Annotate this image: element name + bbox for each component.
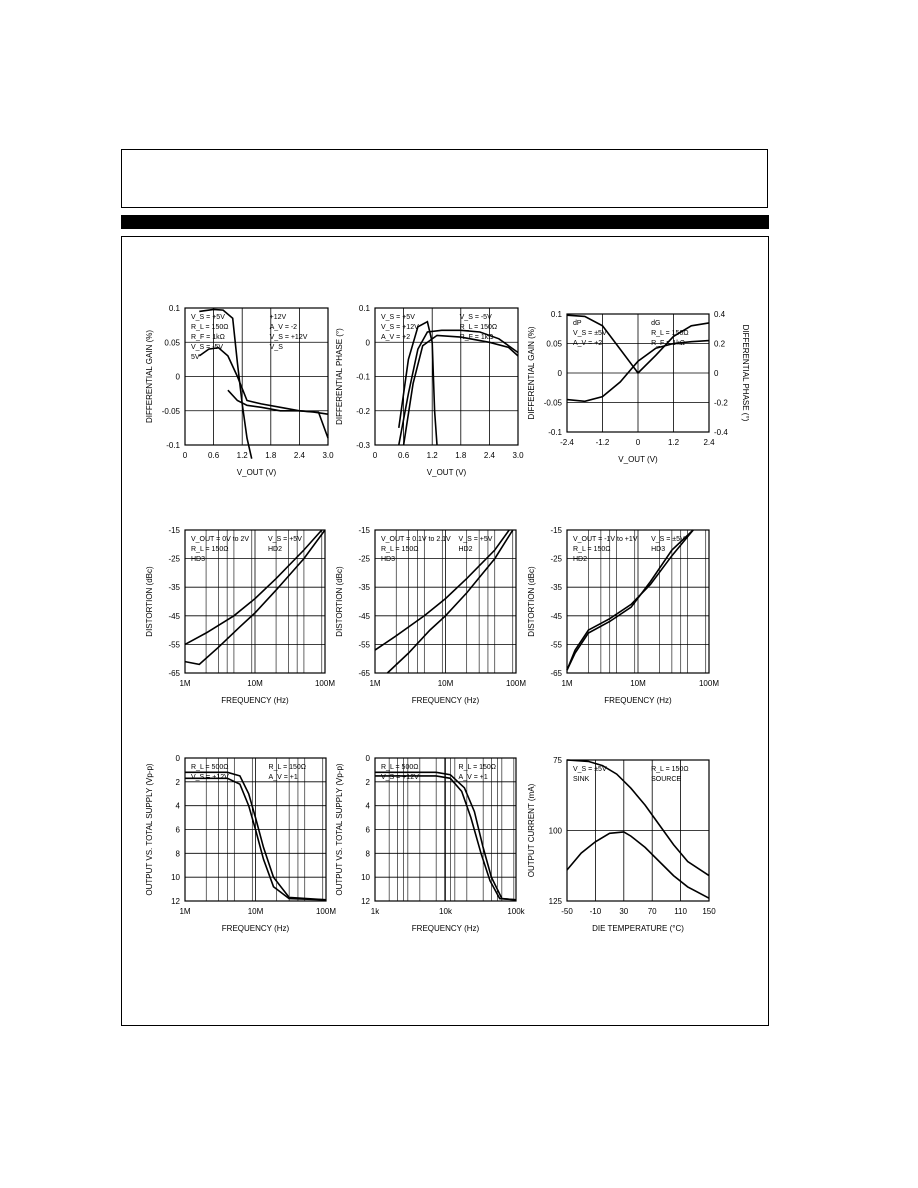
series-line-1 [199,309,251,458]
x-axis-label: FREQUENCY (Hz) [411,696,480,705]
x-tick-label: 10M [437,679,454,688]
x-tick-label: 3.0 [512,451,524,460]
annotation: R_L = 150Ω [191,324,229,331]
x-tick-label: 0 [372,451,378,460]
annotation: V_S = ±5V [573,766,607,773]
y-axis-label: OUTPUT VS. TOTAL SUPPLY (Vp-p) [145,763,154,896]
chart-2 [335,304,524,477]
y-tick-label: 0.1 [358,304,370,313]
chart-1 [145,304,334,477]
annotation: HD2 [573,556,588,563]
annotation: R_L = 500Ω [381,764,419,771]
x-axis-label: FREQUENCY (Hz) [221,924,290,933]
y-tick-label: 0.1 [168,304,180,313]
y-tick-label: -15 [358,526,370,535]
y-tick-label: 10 [171,873,180,883]
y-right-tick-label: -0.4 [714,428,728,437]
annotation: V_S = +12V [381,324,419,331]
y-tick-label: -45 [168,611,180,621]
y-tick-label: 4 [175,801,180,811]
x-tick-label: -2.4 [560,438,574,447]
chart-4 [145,526,335,705]
series-line-2 [399,330,518,445]
x-tick-label: 100M [315,907,337,916]
x-tick-label: 2.4 [703,438,715,447]
x-tick-label: 1.2 [236,451,248,460]
y-tick-label: -45 [550,611,562,621]
y-tick-label: -45 [358,611,370,621]
y-tick-label: 2 [365,777,370,787]
y-tick-label: 0 [557,369,562,378]
y-tick-label: 10 [361,873,370,883]
annotation: V_OUT = -1V to +1V [573,536,638,543]
annotation: 5V [191,354,200,361]
y-axis-label: OUTPUT CURRENT (mA) [527,783,536,878]
x-tick-label: 1M [179,679,191,688]
series-line-2 [567,832,709,898]
annotation: R_F = 1kΩ [191,334,225,341]
y-tick-label: 2 [175,777,180,787]
annotation: R_L = 150Ω [459,324,498,331]
series-line-2 [199,348,328,415]
annotation: A_V = -2 [269,324,298,331]
x-tick-label: 1.8 [455,451,467,460]
x-tick-label: 10M [630,679,646,688]
y-tick-label: -35 [550,583,562,593]
annotation: R_L = 150Ω [268,764,307,771]
y-right-axis-label: DIFFERENTIAL PHASE (°) [741,324,750,422]
annotation: V_S = ±5V [651,536,685,543]
y-tick-label: -0.2 [356,406,370,416]
y-tick-label: 6 [365,825,370,835]
annotation: V_S = +12V [269,334,308,341]
x-tick-label: 30 [619,907,629,916]
annotation: V_S = +5V [191,314,225,321]
y-tick-label: 125 [548,897,562,906]
x-tick-label: 10k [439,907,452,916]
x-tick-label: -1.2 [595,438,610,447]
x-tick-label: -10 [589,907,602,916]
annotation: V_S = +5V [381,314,415,321]
x-tick-label: 1.2 [426,451,438,460]
annotation: V_S = +12V [381,774,419,781]
annotation: dP [573,320,582,327]
x-axis-label: V_OUT (V) [618,455,658,464]
annotation: R_L = 150Ω [651,766,689,773]
annotation: HD2 [458,546,473,553]
y-tick-label: 0 [175,372,180,382]
x-tick-label: 3.0 [322,451,334,460]
y-tick-label: -65 [168,669,180,678]
x-tick-label: 150 [702,907,716,916]
y-tick-label: -25 [550,554,562,564]
annotation: R_L = 150Ω [458,764,497,771]
y-tick-label: -35 [358,583,370,593]
y-axis-label: DISTORTION (dBc) [145,566,154,637]
y-tick-label: -35 [168,583,180,593]
annotation: dG [651,320,661,327]
y-tick-label: 4 [365,801,370,811]
y-tick-label: -25 [168,554,180,564]
y-tick-label: 0 [175,754,180,763]
x-axis-label: FREQUENCY (Hz) [604,696,672,705]
annotation: R_L = 150Ω [381,546,419,553]
chart-3 [527,310,750,464]
x-axis-label: FREQUENCY (Hz) [221,696,289,705]
x-tick-label: 100k [507,907,525,916]
x-axis-label: DIE TEMPERATURE (°C) [592,924,684,933]
chart-9 [527,756,716,933]
y-axis-label: DISTORTION (dBc) [335,566,344,637]
chart-5 [335,526,526,705]
y-axis-label: DISTORTION (dBc) [527,566,536,637]
y-tick-label: 0.1 [550,310,562,319]
x-tick-label: 10M [247,907,264,916]
y-tick-label: -0.3 [356,441,370,450]
x-tick-label: 1M [561,679,573,688]
y-tick-label: 75 [553,756,562,765]
annotation: A_V = +1 [458,774,488,781]
y-tick-label: -55 [358,640,370,650]
x-tick-label: 1.8 [265,451,277,460]
annotation: SINK [573,776,590,783]
annotation: V_S = +12V [191,774,229,781]
y-tick-label: 12 [361,897,370,906]
annotation: R_F = 1kΩ [651,340,685,347]
y-tick-label: -15 [550,526,562,535]
chart-7 [145,754,336,933]
y-tick-label: -65 [358,669,370,678]
y-tick-label: 6 [175,825,180,835]
y-tick-label: 8 [175,849,180,859]
y-tick-label: 100 [548,826,562,836]
x-tick-label: -50 [561,907,573,916]
x-tick-label: 1M [179,907,191,916]
y-right-tick-label: 0.2 [714,339,726,349]
annotation: V_S = -5V [191,344,224,351]
y-tick-label: -55 [168,640,180,650]
y-tick-label: 12 [171,897,180,906]
annotation: V_S = +5V [458,536,493,543]
x-tick-label: 0.6 [398,451,410,460]
x-tick-label: 1M [369,679,381,688]
y-tick-label: -15 [168,526,180,535]
y-right-tick-label: 0.4 [714,310,726,319]
x-axis-label: FREQUENCY (Hz) [411,924,480,933]
annotation: V_S [269,344,283,351]
annotation: V_OUT = 0V to 2V [191,536,250,543]
x-tick-label: 0.6 [208,451,220,460]
annotation: R_L = 500Ω [191,764,229,771]
x-axis-label: V_OUT (V) [426,468,467,477]
annotation: A_V = +2 [573,340,603,347]
y-tick-label: 0.05 [164,338,180,348]
annotation: R_L = 150Ω [651,330,689,337]
annotation: R_F = 1kΩ [459,334,494,341]
y-tick-label: -0.1 [356,372,370,382]
annotation: HD3 [381,556,396,563]
annotation: V_OUT = 0.1V to 2.1V [381,536,451,543]
y-right-tick-label: -0.2 [714,398,728,408]
annotation: SOURCE [651,776,682,783]
y-right-tick-label: 0 [714,369,719,378]
annotation: V_S = ±5V [573,330,607,337]
chart-6 [527,526,719,705]
y-tick-label: -0.05 [543,398,562,408]
y-tick-label: -55 [550,640,562,650]
annotation: +12V [269,314,287,321]
x-tick-label: 70 [647,907,657,916]
x-tick-label: 1k [370,907,380,916]
y-axis-label: OUTPUT VS. TOTAL SUPPLY (Vp-p) [335,763,344,896]
x-tick-label: 10M [247,679,263,688]
x-axis-label: V_OUT (V) [236,468,277,477]
y-tick-label: 8 [365,849,370,859]
x-tick-label: 0 [635,438,641,447]
annotation: R_L = 150Ω [191,546,229,553]
y-axis-label: DIFFERENTIAL PHASE (°) [335,328,344,425]
y-axis-label: DIFFERENTIAL GAIN (%) [527,326,536,420]
annotation: A_V = +2 [381,334,411,341]
annotation: HD3 [191,556,206,563]
x-tick-label: 1.2 [667,438,680,447]
y-tick-label: 0 [365,338,370,348]
chart-8 [335,754,526,933]
annotation: V_S = +5V [268,536,302,543]
annotation: A_V = +1 [268,774,298,781]
annotation: V_S = -5V [459,314,492,321]
y-axis-label: DIFFERENTIAL GAIN (%) [145,329,154,424]
x-tick-label: 100M [505,679,527,688]
x-tick-label: 2.4 [483,451,495,460]
y-tick-label: -65 [550,669,562,678]
y-tick-label: -0.05 [161,406,180,416]
y-tick-label: 0 [365,754,370,763]
x-tick-label: 0 [182,451,188,460]
y-tick-label: -25 [358,554,370,564]
annotation: HD3 [651,546,666,553]
x-tick-label: 100M [314,679,336,688]
x-tick-label: 100M [698,679,720,688]
x-tick-label: 110 [674,907,687,916]
annotation: HD2 [268,546,283,553]
y-tick-label: -0.1 [548,428,562,437]
x-tick-label: 2.4 [293,451,305,460]
y-tick-label: 0.05 [546,339,562,349]
y-tick-label: -0.1 [166,441,180,450]
annotation: R_L = 150Ω [573,546,611,553]
